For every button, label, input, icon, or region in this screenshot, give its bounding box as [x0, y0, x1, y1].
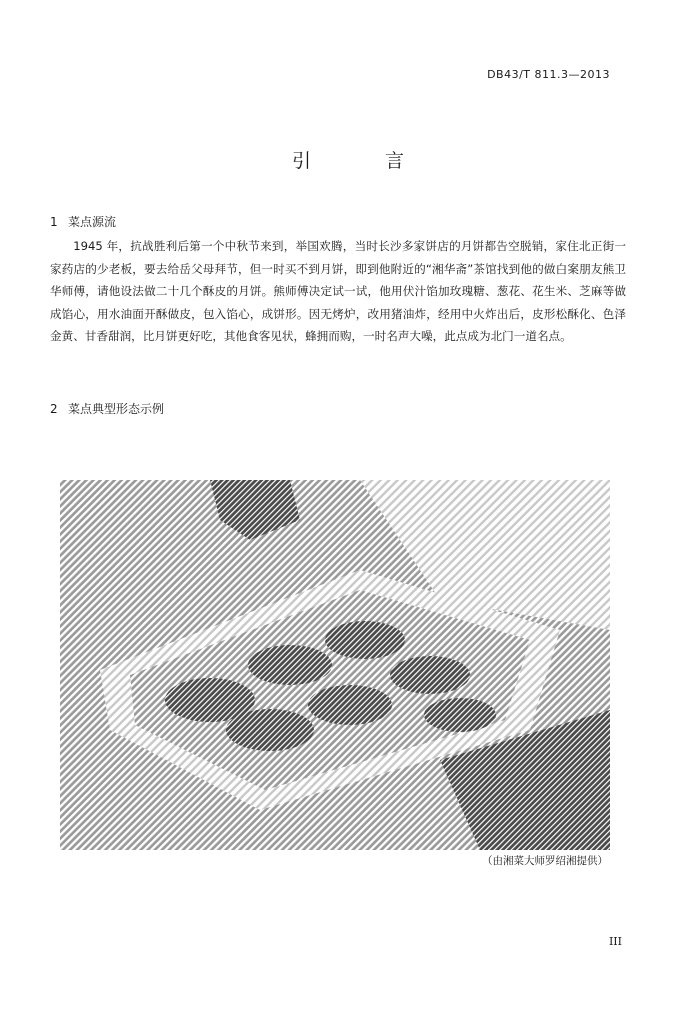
section-1-title: 菜点源流	[68, 215, 117, 229]
section-1-number: 1	[50, 215, 58, 229]
section-1-heading	[50, 213, 116, 230]
dish-photo-image	[60, 480, 610, 850]
photo-caption: （由湘菜大师罗绍湘提供）	[482, 855, 608, 867]
section-1-paragraph: 1945 年，抗战胜利后第一个中秋节来到，举国欢腾，当时长沙多家饼店的月饼都告空脱销，家住北正街一家药店的少老板，要去给岳父母拜节，但一时买不到月饼，即到他附近的“湘华斋”茶馆找到他的做白案朋友熊卫华师傅，请他设法做二十几个酥皮的月饼。熊师傅决定试一试，他用伏汁馅加玫瑰糖、葱花、花生米、芝麻等做成馅心，用水油面开酥做皮，包入馅心，成饼形。因无烤炉，改用猪油炸，经用中火炸出后，皮形松酥化、色泽金黄、甘香甜润，比月饼更好吃，其他食客见状，蜂拥而购，一时名声大噪，此点成为北门一道名点。	[50, 239, 626, 343]
page-title: 引 言	[291, 150, 439, 172]
section-2-heading	[50, 400, 164, 417]
dish-photo	[60, 480, 610, 850]
standard-code: DB43/T 811.3—2013	[487, 68, 610, 81]
page-number: III	[608, 935, 622, 948]
section-2-number: 2	[50, 402, 58, 416]
section-2-title: 菜点典型形态示例	[68, 402, 165, 416]
